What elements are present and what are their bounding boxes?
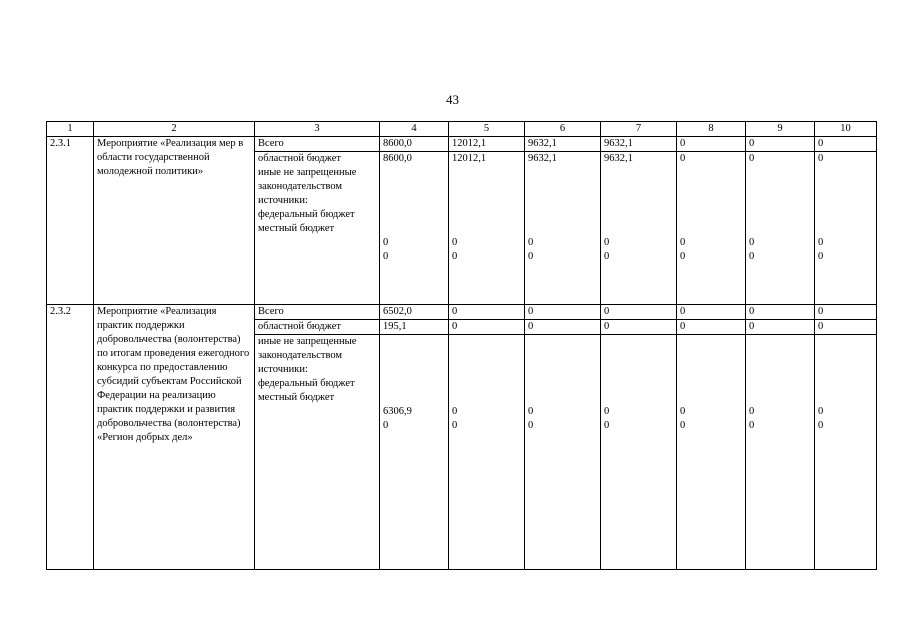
item-code: 2.3.1 <box>47 137 94 305</box>
value-cell: 0 0 <box>449 335 525 570</box>
value-cell: 6306,9 0 <box>380 335 449 570</box>
value-cell: 0 0 0 <box>815 152 877 305</box>
value-cell: 0 0 <box>525 335 601 570</box>
regional-value: 0 <box>677 320 746 335</box>
total-label: Всего <box>255 305 380 320</box>
regional-value: 195,1 <box>380 320 449 335</box>
total-value: 9632,1 <box>525 137 601 152</box>
value-cell: 0 0 0 <box>677 152 746 305</box>
funding-sources: областной бюджет иные не запрещенные законодательством источники: федеральный бюджет местный бюджет <box>255 152 380 305</box>
value-cell: 0 0 <box>815 335 877 570</box>
total-value: 9632,1 <box>601 137 677 152</box>
regional-value: 0 <box>746 320 815 335</box>
total-value: 12012,1 <box>449 137 525 152</box>
item-code: 2.3.2 <box>47 305 94 570</box>
total-value: 8600,0 <box>380 137 449 152</box>
regional-value: 0 <box>601 320 677 335</box>
column-header: 6 <box>525 122 601 137</box>
total-value: 0 <box>601 305 677 320</box>
value-cell: 0 0 <box>601 335 677 570</box>
total-label: Всего <box>255 137 380 152</box>
value-cell: 12012,1 0 0 <box>449 152 525 305</box>
column-header: 7 <box>601 122 677 137</box>
total-value: 0 <box>525 305 601 320</box>
column-header: 8 <box>677 122 746 137</box>
total-value: 0 <box>746 305 815 320</box>
column-header: 3 <box>255 122 380 137</box>
value-cell: 0 0 <box>746 335 815 570</box>
column-number-row <box>47 122 877 137</box>
total-value: 0 <box>815 137 877 152</box>
total-value: 0 <box>746 137 815 152</box>
regional-value: 0 <box>449 320 525 335</box>
regional-label: областной бюджет <box>255 320 380 335</box>
total-value: 6502,0 <box>380 305 449 320</box>
total-value: 0 <box>677 137 746 152</box>
column-header: 1 <box>47 122 94 137</box>
value-cell: 8600,0 0 0 <box>380 152 449 305</box>
value-cell: 0 0 <box>677 335 746 570</box>
column-header: 2 <box>94 122 255 137</box>
funding-sources: иные не запрещенные законодательством источники: федеральный бюджет местный бюджет <box>255 335 380 570</box>
regional-value: 0 <box>525 320 601 335</box>
table-row <box>47 305 877 320</box>
column-header: 9 <box>746 122 815 137</box>
item-name: Мероприятие «Реализация практик поддержки добровольчества (волонтерства) по итогам проведения ежегодного конкурса по предоставлению субсидий субъектам Российской Федерации на реализацию практик поддержки и развития добровольчества (волонтерства) «Регион добрых дел» <box>94 305 255 570</box>
regional-value: 0 <box>815 320 877 335</box>
column-header: 5 <box>449 122 525 137</box>
budget-table <box>46 121 877 570</box>
table-row <box>47 137 877 152</box>
item-name: Мероприятие «Реализация мер в области государственной молодежной политики» <box>94 137 255 305</box>
page-number: 43 <box>446 92 459 107</box>
value-cell: 9632,1 0 0 <box>525 152 601 305</box>
total-value: 0 <box>815 305 877 320</box>
total-value: 0 <box>677 305 746 320</box>
value-cell: 9632,1 0 0 <box>601 152 677 305</box>
column-header: 4 <box>380 122 449 137</box>
total-value: 0 <box>449 305 525 320</box>
column-header: 10 <box>815 122 877 137</box>
value-cell: 0 0 0 <box>746 152 815 305</box>
